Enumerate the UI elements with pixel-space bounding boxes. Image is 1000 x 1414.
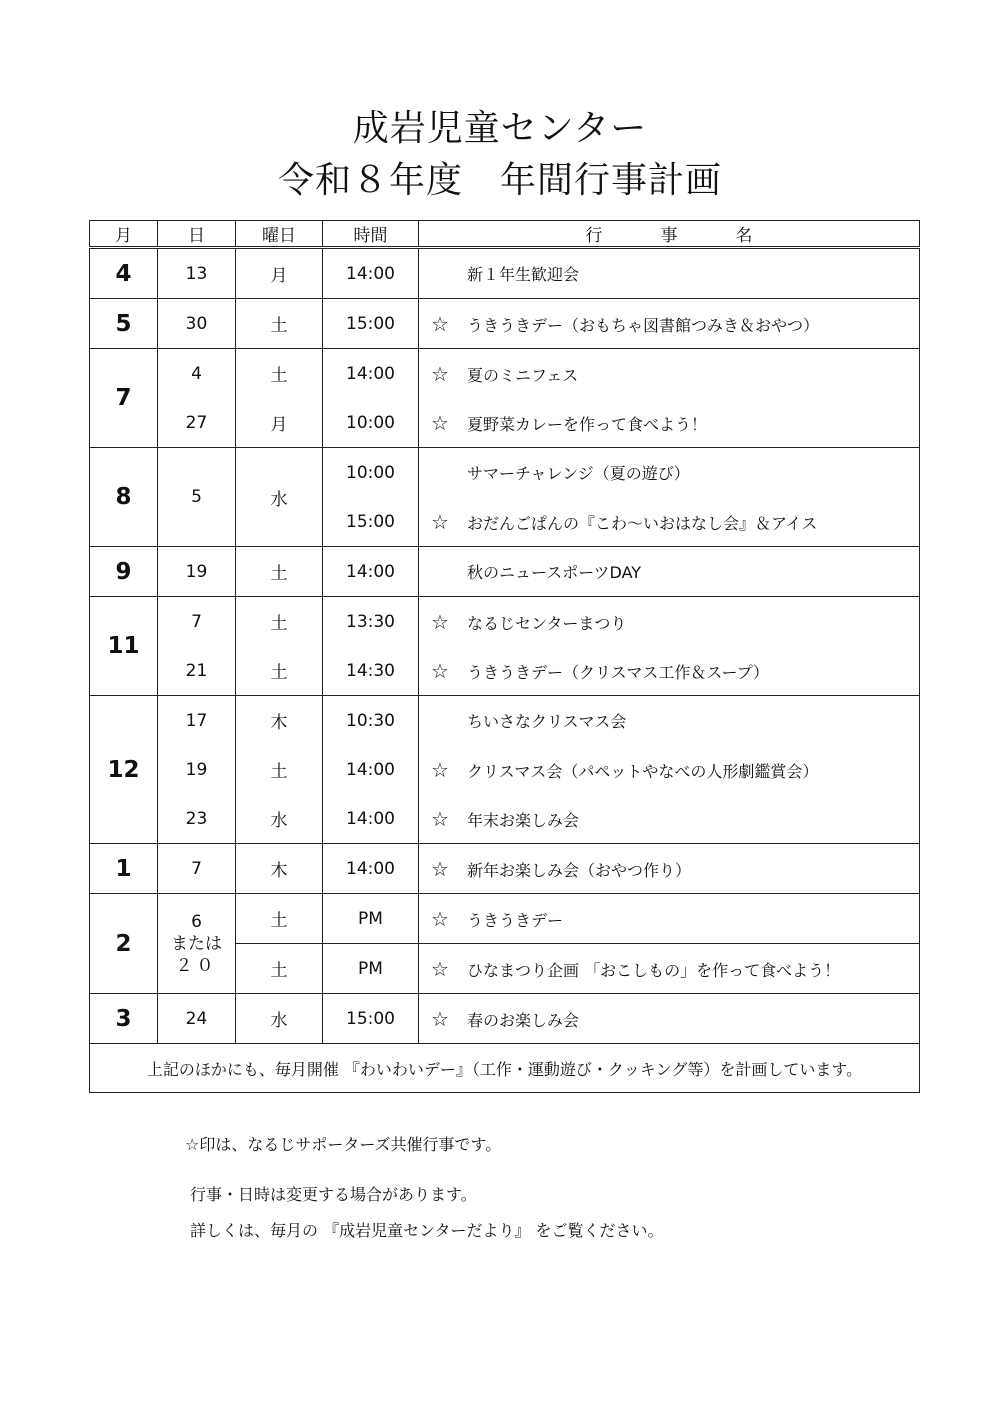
time-cell: 15:00 xyxy=(323,497,419,547)
day-cell: 7 xyxy=(158,597,236,647)
day-of-week-cell: 土 xyxy=(236,299,323,349)
day-of-week-cell: 土 xyxy=(236,349,323,399)
star-legend-note: ☆印は、なるじサポーターズ共催行事です。 xyxy=(185,1135,502,1154)
event-name: ちいさなクリスマス会 xyxy=(467,712,627,731)
day-cell: 4 xyxy=(158,349,236,399)
day-option-first: 6 xyxy=(191,911,202,932)
event-cell xyxy=(419,349,920,399)
header-month: 月 xyxy=(90,221,158,248)
day-cell: 5 xyxy=(158,448,236,547)
day-cell: 30 xyxy=(158,299,236,349)
table-footer-row xyxy=(90,1044,920,1093)
event-cell xyxy=(419,299,920,349)
event-cell xyxy=(419,497,920,547)
event-cell xyxy=(419,547,920,597)
event-name: クリスマス会（パペットやなべの人形劇鑑賞会） xyxy=(467,761,819,781)
month-cell: 3 xyxy=(90,994,158,1044)
month-cell: 8 xyxy=(90,448,158,547)
table-row xyxy=(90,745,920,794)
event-name: うきうきデー（クリスマス工作＆スープ） xyxy=(467,662,769,682)
star-icon: ☆ xyxy=(431,956,449,981)
star-icon: ☆ xyxy=(431,856,449,881)
month-cell: 1 xyxy=(90,844,158,894)
event-name: 年末お楽しみ会 xyxy=(467,810,580,830)
event-name: うきうきデー（おもちゃ図書館つみき＆おやつ） xyxy=(467,315,820,335)
day-of-week-cell: 土 xyxy=(236,944,323,994)
month-cell: 4 xyxy=(90,248,158,299)
time-cell: 10:30 xyxy=(323,696,419,746)
month-cell: 11 xyxy=(90,597,158,696)
table-row xyxy=(90,844,920,894)
annual-event-table xyxy=(89,220,920,1093)
star-icon: ☆ xyxy=(431,509,449,534)
event-name: 春のお楽しみ会 xyxy=(467,1010,580,1030)
day-cell: 19 xyxy=(158,745,236,794)
time-cell: 10:00 xyxy=(323,448,419,498)
time-cell: 14:00 xyxy=(323,844,419,894)
star-icon: ☆ xyxy=(431,1006,449,1031)
event-name: 秋のニュースポーツDAY xyxy=(467,563,642,582)
table-row xyxy=(90,398,920,448)
time-cell: 13:30 xyxy=(323,597,419,647)
day-cell: 17 xyxy=(158,696,236,746)
time-cell: 14:00 xyxy=(323,745,419,794)
table-row xyxy=(90,794,920,844)
table-row xyxy=(90,448,920,498)
day-cell: 23 xyxy=(158,794,236,844)
event-cell xyxy=(419,646,920,696)
day-of-week-cell: 木 xyxy=(236,696,323,746)
event-cell xyxy=(419,696,920,746)
event-cell xyxy=(419,398,920,448)
event-cell xyxy=(419,994,920,1044)
event-cell xyxy=(419,248,920,299)
table-row xyxy=(90,597,920,647)
month-cell: 7 xyxy=(90,349,158,448)
day-cell: 27 xyxy=(158,398,236,448)
day-cell: 13 xyxy=(158,248,236,299)
time-cell: PM xyxy=(323,894,419,944)
event-cell xyxy=(419,844,920,894)
day-of-week-cell: 月 xyxy=(236,398,323,448)
star-icon: ☆ xyxy=(431,806,449,831)
day-of-week-cell: 月 xyxy=(236,248,323,299)
time-cell: 15:00 xyxy=(323,994,419,1044)
time-cell: 14:00 xyxy=(323,248,419,299)
day-of-week-cell: 水 xyxy=(236,794,323,844)
month-cell: 9 xyxy=(90,547,158,597)
table-row xyxy=(90,994,920,1044)
monthly-event-note: 上記のほかにも、毎月開催 『わいわいデー』（工作・運動遊び・クッキング等）を計画しています。 xyxy=(90,1044,920,1093)
time-cell: 14:00 xyxy=(323,349,419,399)
star-icon: ☆ xyxy=(431,311,449,336)
day-of-week-cell: 土 xyxy=(236,547,323,597)
event-name: ひなまつり企画 「おこしもの」を作って食べよう！ xyxy=(467,960,841,980)
annual-plan-title: 令和８年度 年間行事計画 xyxy=(277,160,722,201)
event-name: なるじセンターまつり xyxy=(467,613,627,633)
day-cell: 24 xyxy=(158,994,236,1044)
event-cell xyxy=(419,745,920,794)
table-row xyxy=(90,894,920,944)
time-cell: 14:00 xyxy=(323,794,419,844)
event-cell xyxy=(419,944,920,994)
day-of-week-cell: 木 xyxy=(236,844,323,894)
event-name: おだんごぱんの『こわ～いおはなし会』＆アイス xyxy=(467,513,818,533)
star-icon: ☆ xyxy=(431,410,449,435)
star-icon: ☆ xyxy=(431,757,449,782)
day-cell: 21 xyxy=(158,646,236,696)
time-cell: PM xyxy=(323,944,419,994)
table-row xyxy=(90,349,920,399)
event-name: 夏のミニフェス xyxy=(467,365,579,385)
day-cell xyxy=(158,894,236,994)
day-of-week-cell: 水 xyxy=(236,448,323,547)
event-cell xyxy=(419,894,920,944)
header-day: 日 xyxy=(158,221,236,248)
center-name-title: 成岩児童センター xyxy=(352,108,648,149)
newsletter-reference-note: 詳しくは、毎月の 『成岩児童センターだより』 をご覧ください。 xyxy=(190,1221,664,1240)
time-cell: 14:30 xyxy=(323,646,419,696)
table-row xyxy=(90,547,920,597)
table-row xyxy=(90,248,920,299)
event-name: 夏野菜カレーを作って食べよう！ xyxy=(467,414,708,434)
star-icon: ☆ xyxy=(431,609,449,634)
header-event: 行事名 xyxy=(419,221,920,248)
month-cell: 5 xyxy=(90,299,158,349)
month-cell: 12 xyxy=(90,696,158,844)
day-cell: 7 xyxy=(158,844,236,894)
table-row xyxy=(90,696,920,746)
day-of-week-cell: 土 xyxy=(236,597,323,647)
month-cell: 2 xyxy=(90,894,158,994)
day-of-week-cell: 土 xyxy=(236,745,323,794)
day-cell: 19 xyxy=(158,547,236,597)
star-icon: ☆ xyxy=(431,906,449,931)
header-time: 時間 xyxy=(323,221,419,248)
event-name: 新年お楽しみ会（おやつ作り） xyxy=(467,860,692,880)
day-of-week-cell: 水 xyxy=(236,994,323,1044)
event-cell xyxy=(419,597,920,647)
event-name: サマーチャレンジ（夏の遊び） xyxy=(467,464,690,483)
event-name: うきうきデー xyxy=(467,910,564,930)
event-cell xyxy=(419,794,920,844)
table-row xyxy=(90,299,920,349)
star-icon: ☆ xyxy=(431,361,449,386)
event-name: 新１年生歓迎会 xyxy=(467,265,580,284)
table-row xyxy=(90,646,920,696)
time-cell: 14:00 xyxy=(323,547,419,597)
table-header-row xyxy=(90,221,920,248)
schedule-change-note: 行事・日時は変更する場合があります。 xyxy=(190,1185,477,1204)
event-cell xyxy=(419,448,920,498)
day-of-week-cell: 土 xyxy=(236,894,323,944)
time-cell: 10:00 xyxy=(323,398,419,448)
day-of-week-cell: 土 xyxy=(236,646,323,696)
header-day-of-week: 曜日 xyxy=(236,221,323,248)
star-icon: ☆ xyxy=(431,658,449,683)
day-option-or: または xyxy=(171,933,222,954)
day-option-second: ２０ xyxy=(175,955,218,976)
time-cell: 15:00 xyxy=(323,299,419,349)
